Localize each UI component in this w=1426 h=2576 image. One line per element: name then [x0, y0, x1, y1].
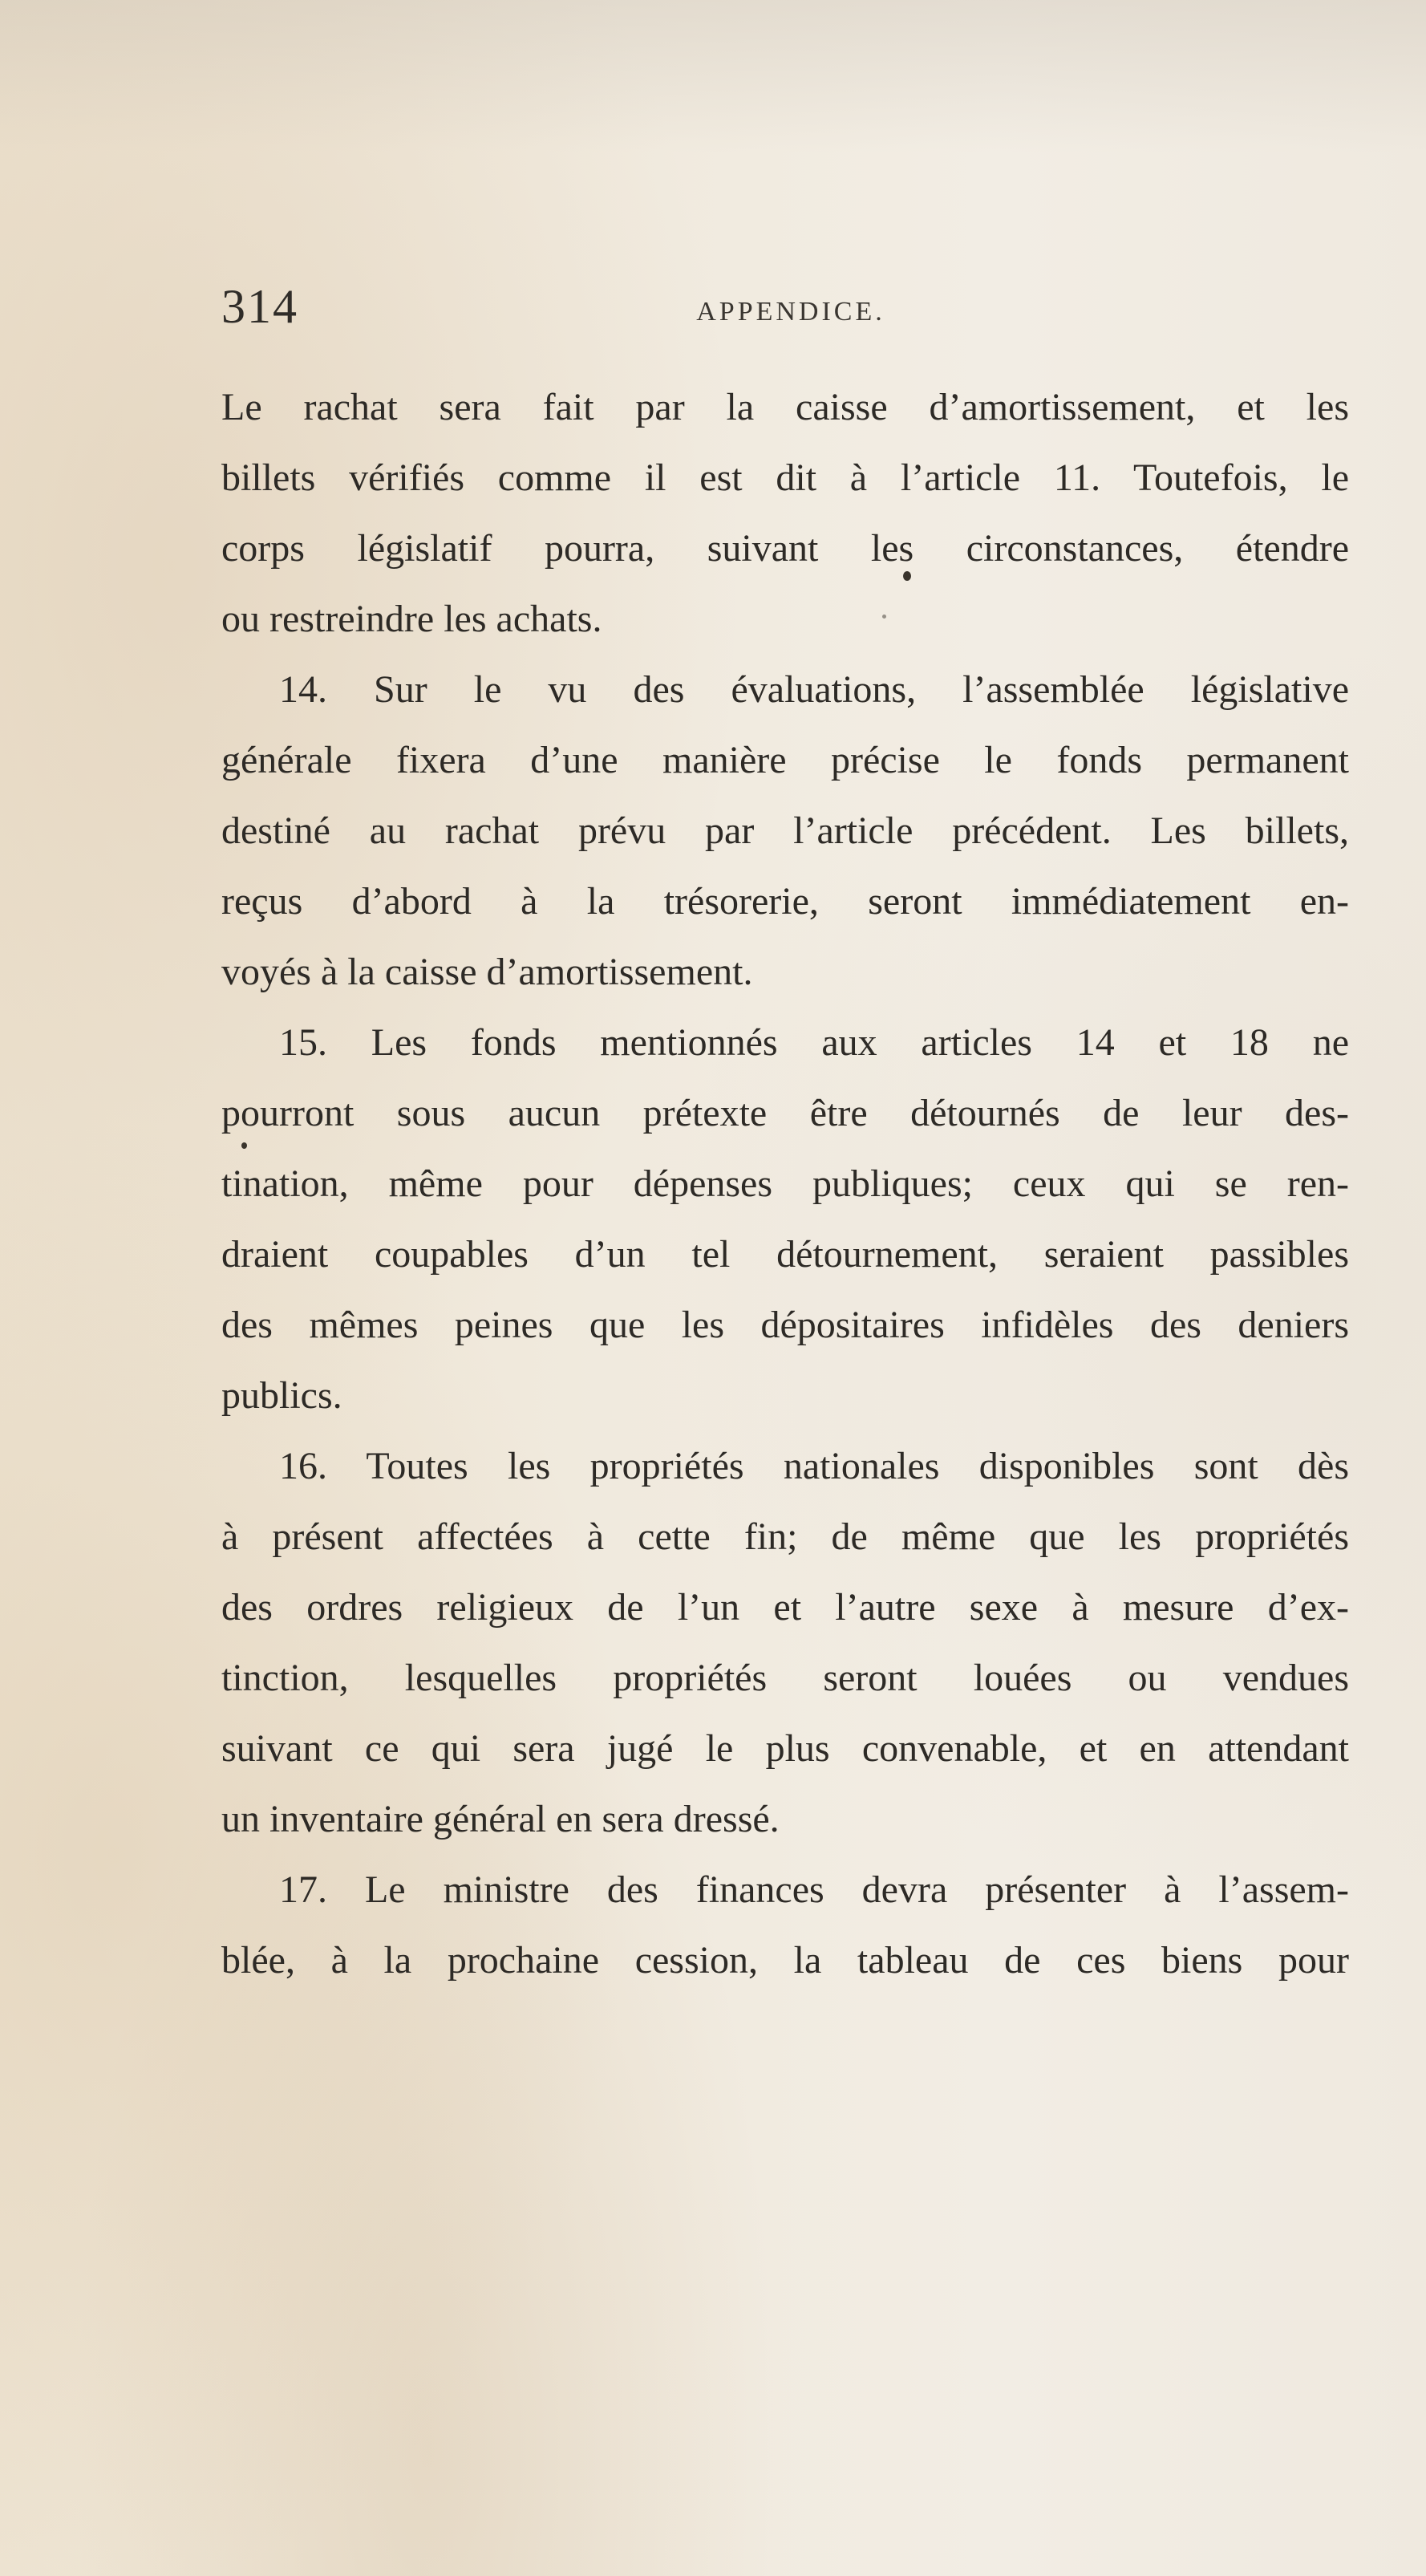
text-line: Le rachat sera fait par la caisse d’amortissement, et les — [221, 386, 1349, 428]
text-line: un inventaire général en sera dressé. — [221, 1798, 780, 1840]
text-line: blée, à la prochaine cession, la tableau de ces biens pour — [221, 1939, 1349, 1982]
running-title: APPENDICE. — [696, 297, 885, 327]
text-line: suivant ce qui sera jugé le plus convenable, et en attendant — [221, 1727, 1349, 1770]
body-text — [221, 372, 1349, 1996]
text-line: destiné au rachat prévu par l’article précédent. Les billets, — [221, 809, 1349, 852]
page-top-shading — [0, 0, 1426, 152]
article-15-first-line: 15. Les fonds mentionnés aux articles 14 et 18 ne — [279, 1021, 1349, 1064]
text-line: ou restreindre les achats. — [221, 598, 602, 640]
page-header — [221, 279, 1344, 343]
article-16-first-line: 16. Toutes les propriétés nationales disponibles sont dès — [279, 1445, 1349, 1487]
text-line: tinction, lesquelles propriétés seront louées ou vendues — [221, 1657, 1349, 1699]
text-line: voyés à la caisse d’amortissement. — [221, 951, 753, 993]
text-line: à présent affectées à cette fin; de même que les propriétés — [221, 1515, 1349, 1558]
text-line: des mêmes peines que les dépositaires infidèles des deniers — [221, 1304, 1349, 1346]
text-line: des ordres religieux de l’un et l’autre sexe à mesure d’ex- — [221, 1586, 1349, 1629]
ink-speck — [882, 615, 886, 619]
article-17-first-line: 17. Le ministre des finances devra présenter à l’assem- — [279, 1868, 1349, 1911]
text-line: reçus d’abord à la trésorerie, seront immédiatement en- — [221, 880, 1349, 923]
text-line: draient coupables d’un tel détournement, seraient passibles — [221, 1233, 1349, 1276]
text-line: corps législatif pourra, suivant les circonstances, étendre — [221, 527, 1349, 570]
article-14-first-line: 14. Sur le vu des évaluations, l’assemblée législative — [279, 668, 1349, 711]
page-number: 314 — [221, 280, 298, 333]
text-line: générale fixera d’une manière précise le fonds permanent — [221, 739, 1349, 781]
text-line: pourront sous aucun prétexte être détournés de leur des- — [221, 1092, 1349, 1134]
text-line: tination, même pour dépenses publiques; ceux qui se ren- — [221, 1162, 1349, 1205]
ink-speck — [903, 571, 911, 581]
text-line: publics. — [221, 1374, 342, 1417]
text-line: billets vérifiés comme il est dit à l’article 11. Toutefois, le — [221, 456, 1349, 499]
ink-speck — [241, 1142, 247, 1149]
